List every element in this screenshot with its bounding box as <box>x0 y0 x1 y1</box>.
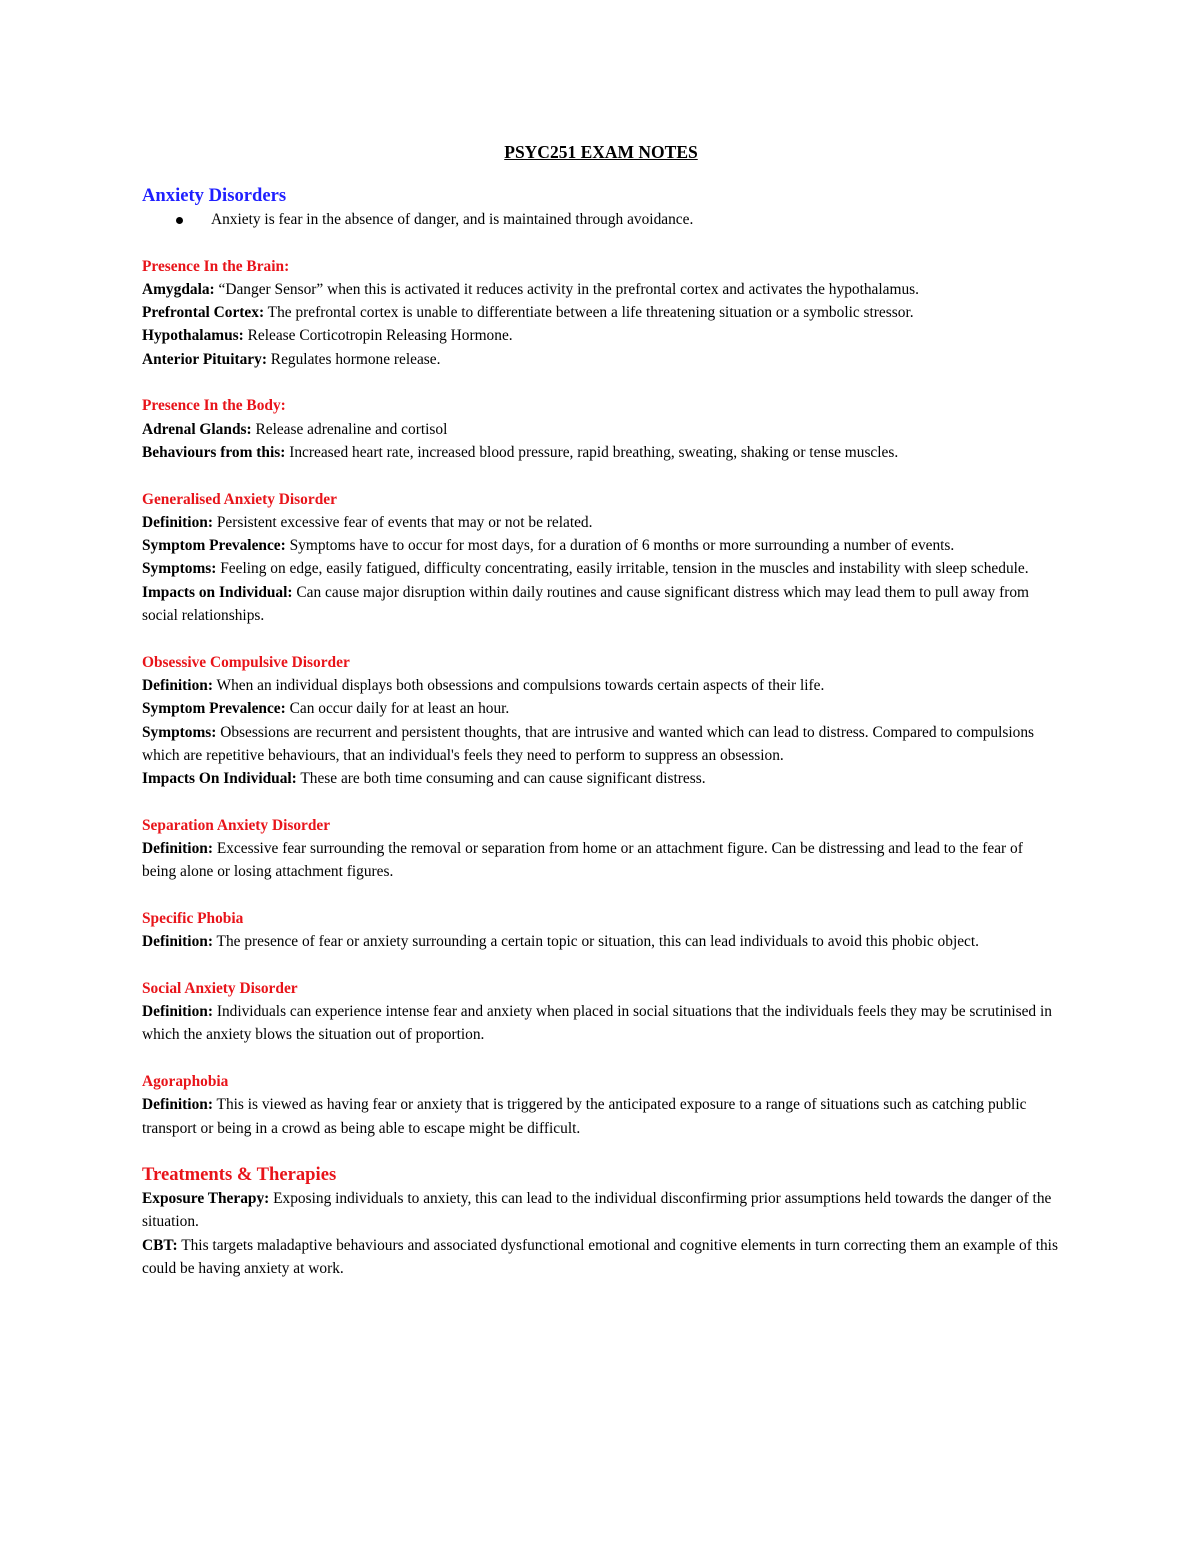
description: Individuals can experience intense fear and anxiety when placed in social situations that the individuals feels they may be scrutinised in which the anxiety blows the situation out of proportion. <box>142 1003 1052 1044</box>
description: When an individual displays both obsessions and compulsions towards certain aspects of their life. <box>212 676 825 694</box>
description: Can cause major disruption within daily routines and cause significant distress which may lead them to pull away from social relationships. <box>142 583 1029 625</box>
term: Symptoms: <box>142 560 217 578</box>
bullet-icon <box>176 217 183 224</box>
description: These are both time consuming and can cause significant distress. <box>296 770 706 788</box>
term: Adrenal Glands: <box>142 420 252 438</box>
term: CBT: <box>142 1236 178 1254</box>
description: Persistent excessive fear of events that may or not be related. <box>212 513 593 531</box>
gad-symptoms <box>142 557 1060 580</box>
agoraphobia-definition <box>142 1093 1060 1140</box>
ocd-symptoms <box>142 721 1060 768</box>
description: “Danger Sensor” when this is activated it reduces activity in the prefrontal cortex and activates the hypothalamus. <box>214 280 919 298</box>
gad-symptom-prevalence <box>142 534 1060 557</box>
document-title: PSYC251 EXAM NOTES <box>504 142 698 162</box>
gad-heading: Generalised Anxiety Disorder <box>142 490 337 508</box>
term: Prefrontal Cortex: <box>142 304 265 322</box>
term: Hypothalamus: <box>142 327 244 345</box>
treatments-heading: Treatments & Therapies <box>142 1164 337 1186</box>
description: Release adrenaline and cortisol <box>251 420 448 438</box>
document-page <box>142 140 1060 1280</box>
bullet-text: Anxiety is fear in the absence of danger, and is maintained through avoidance. <box>211 211 694 228</box>
term: Definition: <box>142 1096 213 1114</box>
description: Excessive fear surrounding the removal or separation from home or an attachment figure. Can be distressing and lead to the fear of being alone or losing attachment figures. <box>142 840 1023 881</box>
description: Can occur daily for at least an hour. <box>285 700 510 718</box>
treatment-exposure-therapy <box>142 1187 1060 1234</box>
term: Amygdala: <box>142 280 215 298</box>
description: The prefrontal cortex is unable to differentiate between a life threatening situation or a symbolic stressor. <box>264 304 914 322</box>
brain-hypothalamus <box>142 324 1060 347</box>
description: This is viewed as having fear or anxiety that is triggered by the anticipated exposure to a range of situations such as catching public transport or being in a crowd as being able to escape might be difficult. <box>142 1096 1027 1137</box>
ocd-symptom-prevalence <box>142 697 1060 720</box>
brain-amygdala <box>142 278 1060 301</box>
description: Increased heart rate, increased blood pressure, rapid breathing, sweating, shaking or tense muscles. <box>285 443 899 461</box>
agoraphobia-heading: Agoraphobia <box>142 1072 229 1090</box>
body-adrenal-glands <box>142 418 1060 441</box>
brain-heading: Presence In the Brain: <box>142 257 290 275</box>
social-anxiety-heading: Social Anxiety Disorder <box>142 979 298 997</box>
description: Feeling on edge, easily fatigued, difficulty concentrating, easily irritable, tension in the muscles and instability with sleep schedule. <box>216 560 1029 578</box>
term: Symptoms: <box>142 723 217 741</box>
treatment-cbt <box>142 1234 1060 1281</box>
gad-impacts <box>142 581 1060 628</box>
ocd-definition <box>142 674 1060 697</box>
gad-definition <box>142 511 1060 534</box>
anxiety-bullet-list <box>142 208 1060 231</box>
term: Anterior Pituitary: <box>142 350 267 368</box>
term: Symptom Prevalence: <box>142 537 286 555</box>
term: Definition: <box>142 676 213 694</box>
description: Regulates hormone release. <box>266 350 441 368</box>
description: Symptoms have to occur for most days, for a duration of 6 months or more surrounding a number of events. <box>285 537 955 555</box>
body-heading: Presence In the Body: <box>142 397 286 415</box>
term: Definition: <box>142 933 213 951</box>
description: Release Corticotropin Releasing Hormone. <box>243 327 513 345</box>
description: Exposing individuals to anxiety, this can lead to the individual disconfirming prior assumptions held towards the danger of the situation. <box>142 1190 1052 1231</box>
ocd-impacts <box>142 767 1060 790</box>
separation-anxiety-heading: Separation Anxiety Disorder <box>142 816 331 834</box>
description: This targets maladaptive behaviours and associated dysfunctional emotional and cognitive elements in turn correcting them an example of this could be having anxiety at work. <box>142 1236 1058 1278</box>
specific-phobia-definition <box>142 930 1060 953</box>
term: Definition: <box>142 840 213 858</box>
list-item <box>142 208 1060 231</box>
description: The presence of fear or anxiety surrounding a certain topic or situation, this can lead individuals to avoid this phobic object. <box>212 933 980 951</box>
term: Definition: <box>142 1003 213 1021</box>
anxiety-disorders-heading: Anxiety Disorders <box>142 185 287 206</box>
specific-phobia-heading: Specific Phobia <box>142 909 244 927</box>
description: Obsessions are recurrent and persistent thoughts, that are intrusive and wanted which can lead to distress. Compared to compulsions which are repetitive behaviours, that an individual's feels they need to perform to suppress an obsession. <box>142 723 1035 764</box>
body-behaviours <box>142 441 1060 464</box>
brain-anterior-pituitary <box>142 348 1060 371</box>
social-anxiety-definition <box>142 1000 1060 1047</box>
term: Impacts on Individual: <box>142 583 293 601</box>
brain-prefrontal-cortex <box>142 301 1060 324</box>
term: Exposure Therapy: <box>142 1190 270 1208</box>
ocd-heading: Obsessive Compulsive Disorder <box>142 653 350 671</box>
term: Behaviours from this: <box>142 443 286 461</box>
term: Symptom Prevalence: <box>142 700 286 718</box>
term: Impacts On Individual: <box>142 770 297 788</box>
term: Definition: <box>142 513 213 531</box>
separation-anxiety-definition <box>142 837 1060 884</box>
